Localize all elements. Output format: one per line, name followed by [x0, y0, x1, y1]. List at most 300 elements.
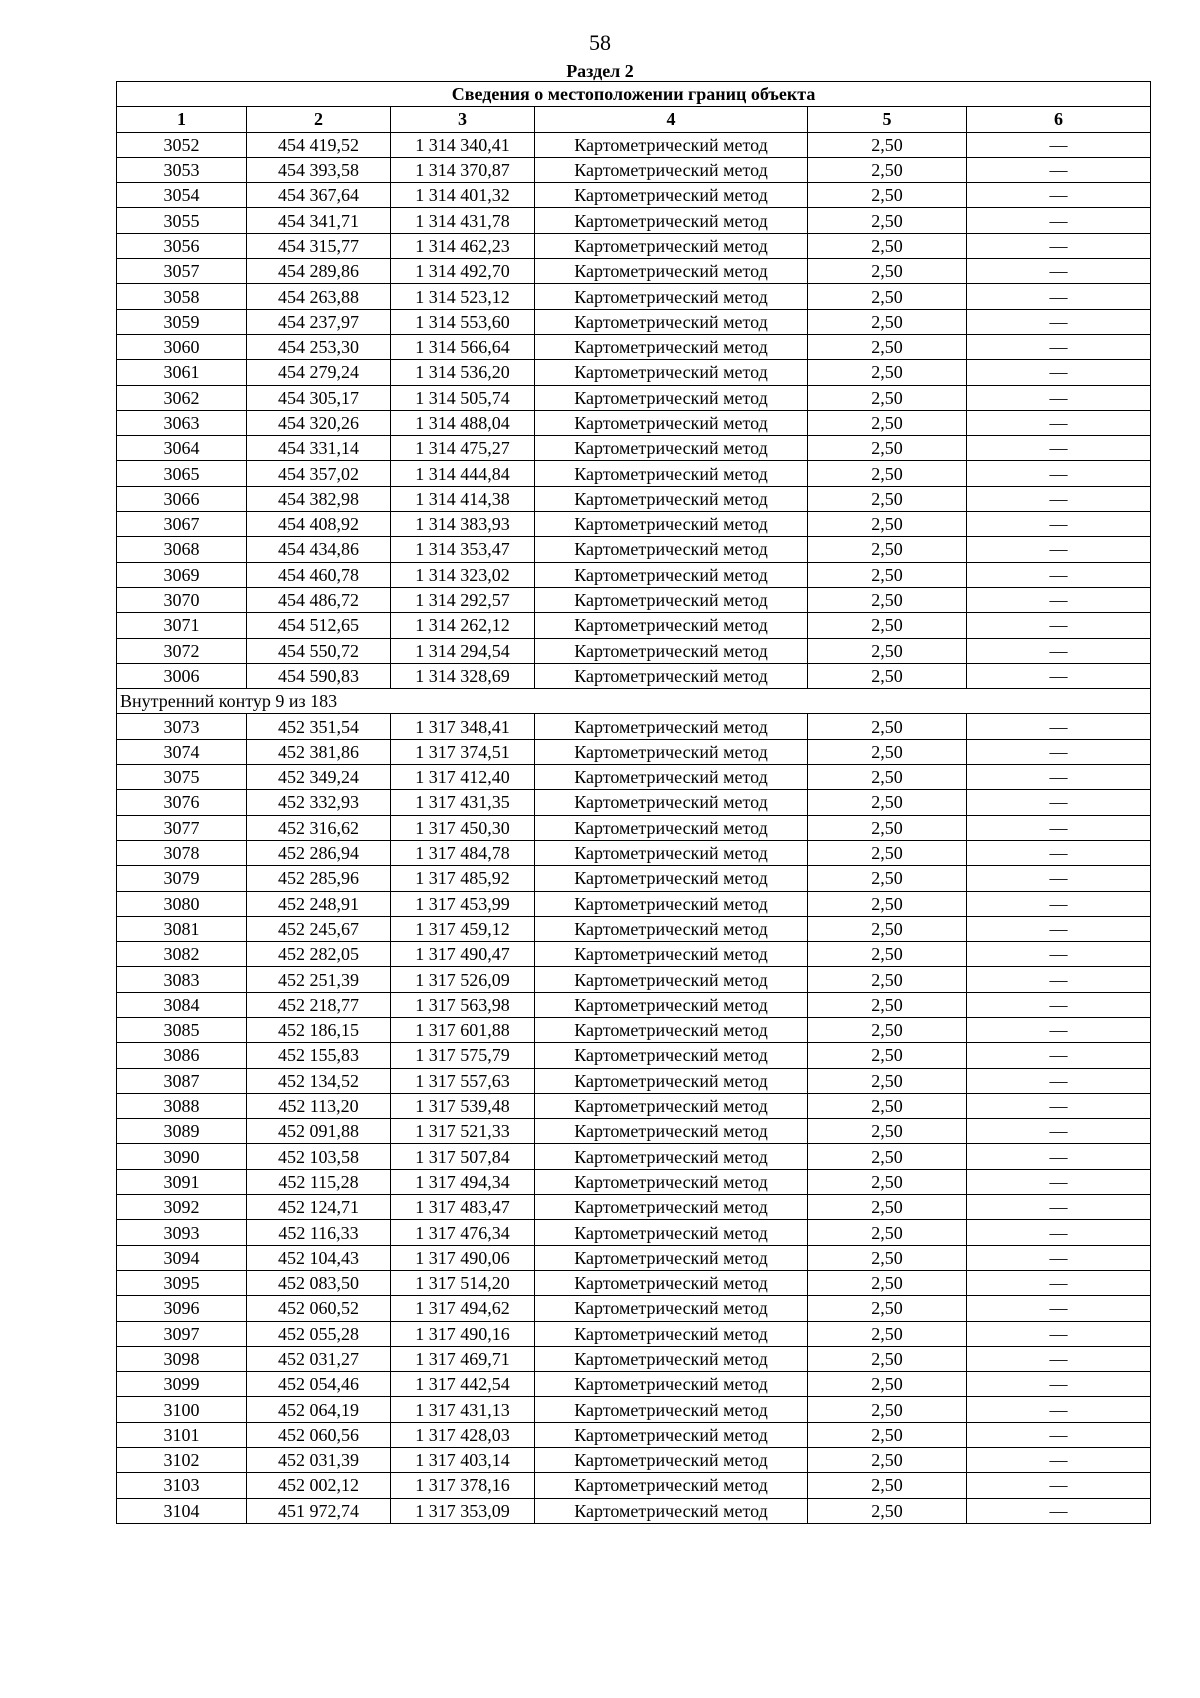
table-cell: 454 237,97 — [247, 309, 391, 334]
table-cell: 2,50 — [808, 587, 967, 612]
table-cell: 1 317 431,35 — [391, 790, 535, 815]
table-cell: 1 314 340,41 — [391, 132, 535, 157]
table-cell: 1 314 292,57 — [391, 587, 535, 612]
table-cell: 1 317 490,47 — [391, 942, 535, 967]
table-row — [117, 1220, 1151, 1245]
table-cell: 1 317 514,20 — [391, 1270, 535, 1295]
table-cell: 2,50 — [808, 840, 967, 865]
table-cell: 2,50 — [808, 739, 967, 764]
table-cell: Картометрический метод — [535, 1422, 808, 1447]
table-cell: 2,50 — [808, 1195, 967, 1220]
table-cell: 3075 — [117, 765, 247, 790]
table-cell: Картометрический метод — [535, 157, 808, 182]
table-cell: Картометрический метод — [535, 259, 808, 284]
table-cell: — — [967, 663, 1151, 688]
table-cell: — — [967, 1119, 1151, 1144]
table-cell: 2,50 — [808, 613, 967, 638]
table-row — [117, 360, 1151, 385]
table-cell: 454 341,71 — [247, 208, 391, 233]
table-cell: 454 289,86 — [247, 259, 391, 284]
table-cell: 452 351,54 — [247, 714, 391, 739]
table-cell: — — [967, 638, 1151, 663]
table-row — [117, 208, 1151, 233]
table-cell: Картометрический метод — [535, 233, 808, 258]
table-cell: 2,50 — [808, 360, 967, 385]
table-row — [117, 765, 1151, 790]
table-cell: 2,50 — [808, 132, 967, 157]
table-cell: 3080 — [117, 891, 247, 916]
table-cell: 3072 — [117, 638, 247, 663]
table-cell: Картометрический метод — [535, 334, 808, 359]
table-cell: Картометрический метод — [535, 208, 808, 233]
table-row — [117, 410, 1151, 435]
table-cell: 452 124,71 — [247, 1195, 391, 1220]
table-cell: 3061 — [117, 360, 247, 385]
table-row — [117, 967, 1151, 992]
table-cell: Картометрический метод — [535, 992, 808, 1017]
table-cell: 2,50 — [808, 942, 967, 967]
table-cell: Картометрический метод — [535, 1043, 808, 1068]
table-cell: — — [967, 1245, 1151, 1270]
table-cell: 452 031,39 — [247, 1448, 391, 1473]
table-cell: Картометрический метод — [535, 1195, 808, 1220]
table-cell: — — [967, 866, 1151, 891]
table-cell: 452 091,88 — [247, 1119, 391, 1144]
table-cell: 2,50 — [808, 512, 967, 537]
table-row — [117, 613, 1151, 638]
table-cell: 2,50 — [808, 714, 967, 739]
table-cell: — — [967, 739, 1151, 764]
table-cell: 2,50 — [808, 1448, 967, 1473]
table-cell: — — [967, 309, 1151, 334]
table-cell: — — [967, 1473, 1151, 1498]
table-cell: 1 317 539,48 — [391, 1093, 535, 1118]
table-cell: 2,50 — [808, 891, 967, 916]
table-cell: 3085 — [117, 1017, 247, 1042]
table-cell: 452 134,52 — [247, 1068, 391, 1093]
table-row — [117, 1043, 1151, 1068]
table-cell: 1 317 428,03 — [391, 1422, 535, 1447]
table-cell: 3065 — [117, 461, 247, 486]
table-cell: 3059 — [117, 309, 247, 334]
table-cell: 1 317 450,30 — [391, 815, 535, 840]
table-cell: 1 314 383,93 — [391, 512, 535, 537]
table-cell: 2,50 — [808, 1498, 967, 1523]
table-row — [117, 436, 1151, 461]
table-cell: — — [967, 334, 1151, 359]
table-cell: 3090 — [117, 1144, 247, 1169]
table-cell: 3057 — [117, 259, 247, 284]
table-cell: 1 317 526,09 — [391, 967, 535, 992]
table-cell: 2,50 — [808, 790, 967, 815]
table-header — [117, 82, 1151, 133]
table-cell: 1 314 262,12 — [391, 613, 535, 638]
table-cell: — — [967, 714, 1151, 739]
table-cell: — — [967, 1017, 1151, 1042]
table-cell: — — [967, 233, 1151, 258]
coordinates-table — [116, 81, 1151, 1524]
table-row — [117, 309, 1151, 334]
table-cell: 1 317 476,34 — [391, 1220, 535, 1245]
table-cell: Картометрический метод — [535, 739, 808, 764]
table-cell: 452 116,33 — [247, 1220, 391, 1245]
table-cell: 3091 — [117, 1169, 247, 1194]
table-cell: 1 317 557,63 — [391, 1068, 535, 1093]
table-cell: 3063 — [117, 410, 247, 435]
table-cell: 3060 — [117, 334, 247, 359]
table-cell: Картометрический метод — [535, 436, 808, 461]
table-cell: 1 317 521,33 — [391, 1119, 535, 1144]
table-cell: Картометрический метод — [535, 1448, 808, 1473]
table-cell: Картометрический метод — [535, 1372, 808, 1397]
table-cell: 454 550,72 — [247, 638, 391, 663]
table-cell: 1 317 378,16 — [391, 1473, 535, 1498]
table-cell: 2,50 — [808, 765, 967, 790]
table-cell: 1 317 442,54 — [391, 1372, 535, 1397]
table-cell: — — [967, 157, 1151, 182]
table-cell: 454 305,17 — [247, 385, 391, 410]
table-cell: 2,50 — [808, 967, 967, 992]
table-row — [117, 1169, 1151, 1194]
table-cell: 1 314 488,04 — [391, 410, 535, 435]
table-cell: — — [967, 183, 1151, 208]
table-cell: 3056 — [117, 233, 247, 258]
page-number: 58 — [589, 30, 611, 55]
table-cell: 1 314 492,70 — [391, 259, 535, 284]
table-cell: — — [967, 891, 1151, 916]
table-cell: 2,50 — [808, 461, 967, 486]
table-cell: 3058 — [117, 284, 247, 309]
table-cell: 2,50 — [808, 1473, 967, 1498]
table-cell: 3097 — [117, 1321, 247, 1346]
table-cell: 3092 — [117, 1195, 247, 1220]
table-cell: 3077 — [117, 815, 247, 840]
table-cell: 2,50 — [808, 233, 967, 258]
table-cell: 454 357,02 — [247, 461, 391, 486]
table-cell: — — [967, 1346, 1151, 1371]
table-row — [117, 1498, 1151, 1523]
table-cell: 3100 — [117, 1397, 247, 1422]
table-cell: 452 115,28 — [247, 1169, 391, 1194]
table-cell: 2,50 — [808, 436, 967, 461]
table-row — [117, 663, 1151, 688]
table-cell: Картометрический метод — [535, 967, 808, 992]
table-cell: Картометрический метод — [535, 714, 808, 739]
table-cell: 454 512,65 — [247, 613, 391, 638]
table-row — [117, 587, 1151, 612]
table-cell: Картометрический метод — [535, 537, 808, 562]
column-header-4: 4 — [535, 107, 808, 132]
table-cell: Картометрический метод — [535, 1321, 808, 1346]
table-row — [117, 1195, 1151, 1220]
table-cell: 2,50 — [808, 992, 967, 1017]
table-cell: — — [967, 1169, 1151, 1194]
table-cell: Картометрический метод — [535, 1017, 808, 1042]
table-cell: 2,50 — [808, 1068, 967, 1093]
table-row — [117, 183, 1151, 208]
table-cell: 3084 — [117, 992, 247, 1017]
table-row — [117, 1372, 1151, 1397]
table-cell: 454 486,72 — [247, 587, 391, 612]
table-cell: 3087 — [117, 1068, 247, 1093]
table-cell: 452 103,58 — [247, 1144, 391, 1169]
table-cell: 2,50 — [808, 1346, 967, 1371]
table-cell: 2,50 — [808, 410, 967, 435]
table-cell: 2,50 — [808, 1017, 967, 1042]
table-cell: — — [967, 132, 1151, 157]
table-cell: 3083 — [117, 967, 247, 992]
table-cell: 452 349,24 — [247, 765, 391, 790]
table-row — [117, 1448, 1151, 1473]
table-cell: 3095 — [117, 1270, 247, 1295]
table-cell: Картометрический метод — [535, 385, 808, 410]
table-cell: 2,50 — [808, 663, 967, 688]
table-cell: Картометрический метод — [535, 562, 808, 587]
table-cell: 3070 — [117, 587, 247, 612]
table-cell: — — [967, 840, 1151, 865]
table-cell: 454 408,92 — [247, 512, 391, 537]
table-cell: Картометрический метод — [535, 663, 808, 688]
table-cell: — — [967, 1068, 1151, 1093]
table-cell: — — [967, 410, 1151, 435]
table-cell: 1 317 453,99 — [391, 891, 535, 916]
table-cell: 452 286,94 — [247, 840, 391, 865]
table-cell: 3074 — [117, 739, 247, 764]
table-row — [117, 1093, 1151, 1118]
table-cell: 2,50 — [808, 208, 967, 233]
table-row — [117, 157, 1151, 182]
table-cell: Картометрический метод — [535, 815, 808, 840]
table-cell: 454 382,98 — [247, 486, 391, 511]
table-cell: 1 314 505,74 — [391, 385, 535, 410]
table-cell: 1 317 484,78 — [391, 840, 535, 865]
table-cell: Картометрический метод — [535, 765, 808, 790]
table-cell: 454 331,14 — [247, 436, 391, 461]
table-body — [117, 132, 1151, 1523]
table-cell: 454 590,83 — [247, 663, 391, 688]
table-cell: — — [967, 1397, 1151, 1422]
table-cell: 2,50 — [808, 385, 967, 410]
table-cell: 1 314 553,60 — [391, 309, 535, 334]
table-cell: Картометрический метод — [535, 461, 808, 486]
table-cell: — — [967, 1321, 1151, 1346]
table-cell: — — [967, 208, 1151, 233]
table-cell: 3006 — [117, 663, 247, 688]
table-row — [117, 132, 1151, 157]
table-cell: — — [967, 1498, 1151, 1523]
table-cell: 452 104,43 — [247, 1245, 391, 1270]
table-cell: 2,50 — [808, 638, 967, 663]
table-row — [117, 385, 1151, 410]
table-cell: 1 317 374,51 — [391, 739, 535, 764]
table-cell: Картометрический метод — [535, 360, 808, 385]
table-cell: 3104 — [117, 1498, 247, 1523]
table-cell: — — [967, 790, 1151, 815]
table-cell: — — [967, 486, 1151, 511]
table-cell: 2,50 — [808, 1169, 967, 1194]
table-cell: Картометрический метод — [535, 891, 808, 916]
table-row — [117, 992, 1151, 1017]
table-cell: Картометрический метод — [535, 1068, 808, 1093]
table-cell: 1 317 412,40 — [391, 765, 535, 790]
table-cell: 2,50 — [808, 157, 967, 182]
table-cell: 3076 — [117, 790, 247, 815]
table-cell: Картометрический метод — [535, 587, 808, 612]
table-cell: Картометрический метод — [535, 1245, 808, 1270]
table-row — [117, 1119, 1151, 1144]
table-cell: 452 002,12 — [247, 1473, 391, 1498]
table-row — [117, 284, 1151, 309]
table-row — [117, 790, 1151, 815]
table-row — [117, 334, 1151, 359]
table-cell: — — [967, 967, 1151, 992]
table-row — [117, 1068, 1151, 1093]
column-header-row — [117, 107, 1151, 132]
table-row — [117, 461, 1151, 486]
table-cell: 1 314 523,12 — [391, 284, 535, 309]
table-cell: 452 186,15 — [247, 1017, 391, 1042]
contour-label: Внутренний контур 9 из 183 — [117, 689, 1151, 714]
table-cell: 452 060,52 — [247, 1296, 391, 1321]
table-cell: 3064 — [117, 436, 247, 461]
table-cell: Картометрический метод — [535, 1296, 808, 1321]
table-cell: 3093 — [117, 1220, 247, 1245]
table-cell: 452 245,67 — [247, 916, 391, 941]
table-cell: 3094 — [117, 1245, 247, 1270]
table-cell: 1 317 485,92 — [391, 866, 535, 891]
table-cell: — — [967, 436, 1151, 461]
table-row — [117, 1144, 1151, 1169]
table-row — [117, 486, 1151, 511]
table-cell: 1 314 414,38 — [391, 486, 535, 511]
table-cell: 452 055,28 — [247, 1321, 391, 1346]
table-cell: — — [967, 1195, 1151, 1220]
table-row — [117, 1296, 1151, 1321]
table-cell: 454 434,86 — [247, 537, 391, 562]
table-cell: 452 282,05 — [247, 942, 391, 967]
table-cell: 1 314 444,84 — [391, 461, 535, 486]
table-cell: 1 314 328,69 — [391, 663, 535, 688]
table-row — [117, 942, 1151, 967]
column-header-6: 6 — [967, 107, 1151, 132]
table-cell: Картометрический метод — [535, 638, 808, 663]
table-cell: Картометрический метод — [535, 866, 808, 891]
table-cell: 454 253,30 — [247, 334, 391, 359]
table-cell: 3082 — [117, 942, 247, 967]
table-cell: 1 314 475,27 — [391, 436, 535, 461]
table-cell: 1 317 490,16 — [391, 1321, 535, 1346]
table-cell: 452 155,83 — [247, 1043, 391, 1068]
table-cell: 3086 — [117, 1043, 247, 1068]
table-row — [117, 233, 1151, 258]
table-cell: 454 263,88 — [247, 284, 391, 309]
table-cell: Картометрический метод — [535, 1346, 808, 1371]
table-cell: 1 314 401,32 — [391, 183, 535, 208]
table-cell: — — [967, 1296, 1151, 1321]
table-row — [117, 916, 1151, 941]
table-cell: — — [967, 815, 1151, 840]
table-cell: Картометрический метод — [535, 1220, 808, 1245]
column-header-5: 5 — [808, 107, 967, 132]
table-cell: 2,50 — [808, 1270, 967, 1295]
table-row — [117, 562, 1151, 587]
table-cell: 2,50 — [808, 284, 967, 309]
table-cell: 1 317 507,84 — [391, 1144, 535, 1169]
table-cell: 3089 — [117, 1119, 247, 1144]
table-row — [117, 1321, 1151, 1346]
table-cell: 2,50 — [808, 183, 967, 208]
table-cell: Картометрический метод — [535, 790, 808, 815]
table-cell: 2,50 — [808, 916, 967, 941]
table-cell: 1 317 431,13 — [391, 1397, 535, 1422]
table-cell: 452 251,39 — [247, 967, 391, 992]
table-cell: — — [967, 1372, 1151, 1397]
table-row — [117, 1397, 1151, 1422]
table-cell: 452 054,46 — [247, 1372, 391, 1397]
table-cell: 3054 — [117, 183, 247, 208]
column-header-3: 3 — [391, 107, 535, 132]
table-cell: 452 064,19 — [247, 1397, 391, 1422]
contour-label-row — [117, 689, 1151, 714]
table-cell: Картометрический метод — [535, 613, 808, 638]
table-cell: 1 314 431,78 — [391, 208, 535, 233]
table-cell: 2,50 — [808, 1144, 967, 1169]
table-cell: 1 317 459,12 — [391, 916, 535, 941]
table-cell: — — [967, 1448, 1151, 1473]
table-cell: 3096 — [117, 1296, 247, 1321]
table-row — [117, 1270, 1151, 1295]
table-cell: — — [967, 1144, 1151, 1169]
table-cell: 3073 — [117, 714, 247, 739]
table-cell: 2,50 — [808, 259, 967, 284]
table-cell: 1 317 483,47 — [391, 1195, 535, 1220]
table-cell: — — [967, 360, 1151, 385]
table-row — [117, 512, 1151, 537]
table-cell: 3098 — [117, 1346, 247, 1371]
table-row — [117, 840, 1151, 865]
table-cell: 1 314 536,20 — [391, 360, 535, 385]
table-row — [117, 537, 1151, 562]
table-cell: 452 248,91 — [247, 891, 391, 916]
table-row — [117, 1346, 1151, 1371]
table-cell: 1 314 566,64 — [391, 334, 535, 359]
table-cell: 1 314 462,23 — [391, 233, 535, 258]
table-cell: Картометрический метод — [535, 942, 808, 967]
table-cell: 3088 — [117, 1093, 247, 1118]
table-cell: 2,50 — [808, 866, 967, 891]
table-row — [117, 638, 1151, 663]
table-cell: — — [967, 587, 1151, 612]
table-cell: 454 367,64 — [247, 183, 391, 208]
table-cell: 2,50 — [808, 486, 967, 511]
table-cell: Картометрический метод — [535, 309, 808, 334]
table-cell: Картометрический метод — [535, 486, 808, 511]
table-cell: Картометрический метод — [535, 1270, 808, 1295]
table-cell: 2,50 — [808, 1043, 967, 1068]
table-cell: Картометрический метод — [535, 1169, 808, 1194]
table-cell: 452 332,93 — [247, 790, 391, 815]
table-row — [117, 1422, 1151, 1447]
table-cell: — — [967, 385, 1151, 410]
table-cell: Картометрический метод — [535, 1473, 808, 1498]
table-cell: 3052 — [117, 132, 247, 157]
table-cell: 2,50 — [808, 562, 967, 587]
table-cell: — — [967, 1270, 1151, 1295]
table-cell: — — [967, 916, 1151, 941]
table-cell: 2,50 — [808, 1397, 967, 1422]
table-row — [117, 714, 1151, 739]
table-cell: 1 314 294,54 — [391, 638, 535, 663]
